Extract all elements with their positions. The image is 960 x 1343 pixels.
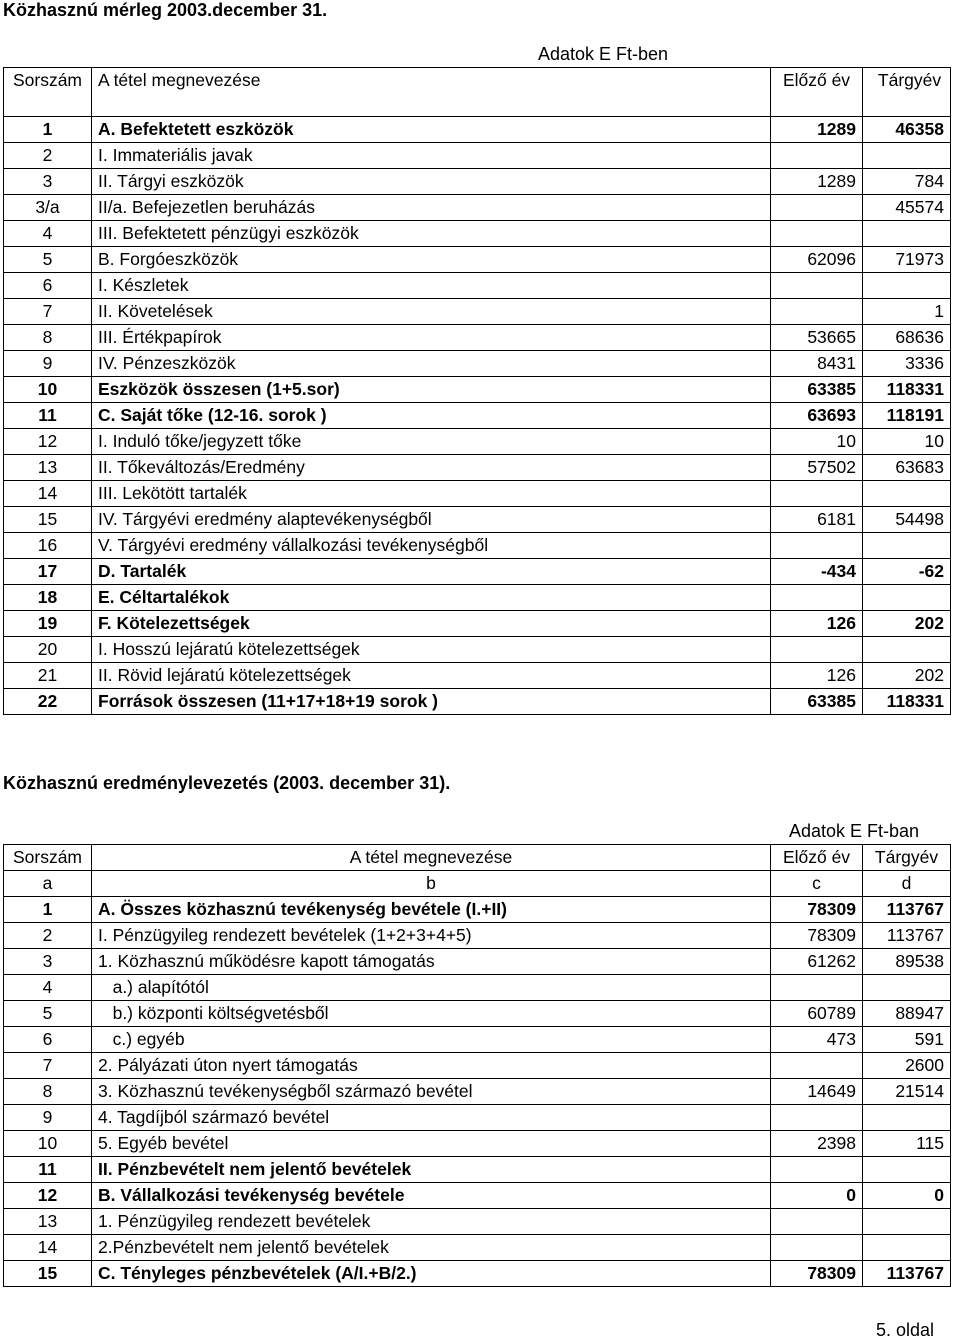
- row-name: C. Tényleges pénzbevételek (A/I.+B/2.): [92, 1261, 771, 1287]
- row-number: 5: [4, 247, 92, 273]
- table-row: [4, 1235, 951, 1261]
- header-curr-year: Tárgyév: [863, 68, 951, 117]
- row-number: 14: [4, 481, 92, 507]
- header-sorszam: Sorszám: [4, 845, 92, 871]
- income-statement-body: [4, 897, 951, 1287]
- row-prev-year: [771, 1157, 863, 1183]
- row-curr-year: 46358: [863, 117, 951, 143]
- row-name: D. Tartalék: [92, 559, 771, 585]
- row-number: 15: [4, 507, 92, 533]
- row-name: IV. Tárgyévi eredmény alaptevékenységből: [92, 507, 771, 533]
- table-letter-row: [4, 871, 951, 897]
- row-number: 20: [4, 637, 92, 663]
- row-curr-year: 68636: [863, 325, 951, 351]
- row-prev-year: 63385: [771, 689, 863, 715]
- row-name: 5. Egyéb bevétel: [92, 1131, 771, 1157]
- row-curr-year: 45574: [863, 195, 951, 221]
- row-number: 6: [4, 1027, 92, 1053]
- row-prev-year: [771, 143, 863, 169]
- row-curr-year: 54498: [863, 507, 951, 533]
- row-curr-year: 118191: [863, 403, 951, 429]
- row-curr-year: 591: [863, 1027, 951, 1053]
- row-prev-year: 1289: [771, 169, 863, 195]
- row-curr-year: [863, 481, 951, 507]
- row-number: 12: [4, 1183, 92, 1209]
- row-name: A. Összes közhasznú tevékenység bevétele (I.+II): [92, 897, 771, 923]
- row-prev-year: [771, 1235, 863, 1261]
- table-row: [4, 1079, 951, 1105]
- row-prev-year: 60789: [771, 1001, 863, 1027]
- row-curr-year: 118331: [863, 689, 951, 715]
- row-curr-year: 784: [863, 169, 951, 195]
- row-name: II. Rövid lejáratú kötelezettségek: [92, 663, 771, 689]
- table-row: [4, 481, 951, 507]
- row-number: 21: [4, 663, 92, 689]
- row-name: 4. Tagdíjból származó bevétel: [92, 1105, 771, 1131]
- row-curr-year: 10: [863, 429, 951, 455]
- row-curr-year: 118331: [863, 377, 951, 403]
- row-name: III. Értékpapírok: [92, 325, 771, 351]
- table-header-row: [4, 845, 951, 871]
- table-row: [4, 195, 951, 221]
- row-prev-year: 61262: [771, 949, 863, 975]
- row-name: I. Immateriális javak: [92, 143, 771, 169]
- letter-d: d: [863, 871, 951, 897]
- row-number: 10: [4, 377, 92, 403]
- table-row: [4, 1001, 951, 1027]
- table-row: [4, 689, 951, 715]
- row-number: 18: [4, 585, 92, 611]
- row-curr-year: 113767: [863, 923, 951, 949]
- row-number: 3/a: [4, 195, 92, 221]
- header-prev-year: Előző év: [771, 68, 863, 117]
- row-name: c.) egyéb: [92, 1027, 771, 1053]
- row-curr-year: 71973: [863, 247, 951, 273]
- row-number: 11: [4, 1157, 92, 1183]
- table-row: [4, 1131, 951, 1157]
- table-row: [4, 533, 951, 559]
- row-number: 4: [4, 221, 92, 247]
- row-name: I. Hosszú lejáratú kötelezettségek: [92, 637, 771, 663]
- row-prev-year: 2398: [771, 1131, 863, 1157]
- row-curr-year: 21514: [863, 1079, 951, 1105]
- row-name: II/a. Befejezetlen beruházás: [92, 195, 771, 221]
- row-name: I. Induló tőke/jegyzett tőke: [92, 429, 771, 455]
- row-number: 9: [4, 1105, 92, 1131]
- table-row: [4, 1183, 951, 1209]
- row-number: 3: [4, 169, 92, 195]
- row-name: Források összesen (11+17+18+19 sorok ): [92, 689, 771, 715]
- header-name: A tétel megnevezése: [92, 68, 771, 117]
- row-curr-year: 113767: [863, 897, 951, 923]
- row-prev-year: [771, 533, 863, 559]
- row-prev-year: 126: [771, 663, 863, 689]
- row-prev-year: 63385: [771, 377, 863, 403]
- row-curr-year: 202: [863, 663, 951, 689]
- row-name: II. Pénzbevételt nem jelentő bevételek: [92, 1157, 771, 1183]
- row-curr-year: [863, 221, 951, 247]
- row-curr-year: 63683: [863, 455, 951, 481]
- row-name: 3. Közhasznú tevékenységből származó bevétel: [92, 1079, 771, 1105]
- row-number: 15: [4, 1261, 92, 1287]
- row-name: B. Forgóeszközök: [92, 247, 771, 273]
- row-number: 1: [4, 897, 92, 923]
- table-row: [4, 663, 951, 689]
- table-row: [4, 559, 951, 585]
- table-row: [4, 273, 951, 299]
- row-prev-year: [771, 273, 863, 299]
- table-row: [4, 455, 951, 481]
- table-row: [4, 923, 951, 949]
- page-number: 5. oldal: [875, 1320, 934, 1340]
- row-prev-year: 14649: [771, 1079, 863, 1105]
- balance-sheet-title: Közhasznú mérleg 2003.december 31.: [3, 0, 328, 20]
- table-row: [4, 247, 951, 273]
- row-curr-year: [863, 1157, 951, 1183]
- table-row: [4, 975, 951, 1001]
- row-number: 1: [4, 117, 92, 143]
- table-row: [4, 429, 951, 455]
- row-prev-year: [771, 481, 863, 507]
- table-row: [4, 507, 951, 533]
- header-name: A tétel megnevezése: [92, 845, 771, 871]
- balance-sheet-body: [4, 117, 951, 715]
- table-row: [4, 637, 951, 663]
- row-prev-year: 78309: [771, 1261, 863, 1287]
- row-prev-year: [771, 1209, 863, 1235]
- row-name: 1. Pénzügyileg rendezett bevételek: [92, 1209, 771, 1235]
- letter-b: b: [92, 871, 771, 897]
- row-prev-year: 62096: [771, 247, 863, 273]
- row-name: II. Tőkeváltozás/Eredmény: [92, 455, 771, 481]
- row-number: 19: [4, 611, 92, 637]
- balance-unit-label: Adatok E Ft-ben: [538, 44, 669, 64]
- row-curr-year: 0: [863, 1183, 951, 1209]
- table-row: [4, 1157, 951, 1183]
- row-number: 7: [4, 1053, 92, 1079]
- table-row: [4, 1105, 951, 1131]
- row-number: 8: [4, 325, 92, 351]
- row-name: II. Tárgyi eszközök: [92, 169, 771, 195]
- header-sorszam: Sorszám: [4, 68, 92, 117]
- row-prev-year: [771, 221, 863, 247]
- row-curr-year: [863, 1235, 951, 1261]
- row-number: 22: [4, 689, 92, 715]
- row-name: C. Saját tőke (12-16. sorok ): [92, 403, 771, 429]
- income-statement-title: Közhasznú eredménylevezetés (2003. december 31).: [3, 773, 451, 793]
- row-curr-year: [863, 637, 951, 663]
- row-curr-year: -62: [863, 559, 951, 585]
- row-curr-year: [863, 273, 951, 299]
- table-row: [4, 143, 951, 169]
- row-prev-year: [771, 1053, 863, 1079]
- row-name: IV. Pénzeszközök: [92, 351, 771, 377]
- income-unit-label: Adatok E Ft-ban: [789, 821, 920, 841]
- table-header-row: [4, 68, 951, 117]
- row-curr-year: 115: [863, 1131, 951, 1157]
- row-number: 9: [4, 351, 92, 377]
- table-row: [4, 403, 951, 429]
- row-name: III. Befektetett pénzügyi eszközök: [92, 221, 771, 247]
- row-name: V. Tárgyévi eredmény vállalkozási tevékenységből: [92, 533, 771, 559]
- table-row: [4, 351, 951, 377]
- row-number: 14: [4, 1235, 92, 1261]
- row-number: 2: [4, 923, 92, 949]
- row-number: 4: [4, 975, 92, 1001]
- table-row: [4, 169, 951, 195]
- row-number: 11: [4, 403, 92, 429]
- row-name: II. Követelések: [92, 299, 771, 325]
- header-prev-year: Előző év: [771, 845, 863, 871]
- row-prev-year: 57502: [771, 455, 863, 481]
- row-name: 2.Pénzbevételt nem jelentő bevételek: [92, 1235, 771, 1261]
- row-number: 16: [4, 533, 92, 559]
- row-number: 13: [4, 1209, 92, 1235]
- balance-sheet-table: [3, 67, 951, 715]
- row-prev-year: 63693: [771, 403, 863, 429]
- table-row: [4, 299, 951, 325]
- table-row: [4, 897, 951, 923]
- table-row: [4, 377, 951, 403]
- row-name: a.) alapítótól: [92, 975, 771, 1001]
- row-name: Eszközök összesen (1+5.sor): [92, 377, 771, 403]
- row-name: III. Lekötött tartalék: [92, 481, 771, 507]
- row-curr-year: 3336: [863, 351, 951, 377]
- row-prev-year: 1289: [771, 117, 863, 143]
- row-name: 2. Pályázati úton nyert támogatás: [92, 1053, 771, 1079]
- row-prev-year: 8431: [771, 351, 863, 377]
- row-number: 5: [4, 1001, 92, 1027]
- table-row: [4, 1209, 951, 1235]
- row-prev-year: [771, 637, 863, 663]
- row-name: b.) központi költségvetésből: [92, 1001, 771, 1027]
- row-name: E. Céltartalékok: [92, 585, 771, 611]
- row-prev-year: 0: [771, 1183, 863, 1209]
- row-prev-year: 78309: [771, 923, 863, 949]
- row-name: I. Pénzügyileg rendezett bevételek (1+2+3+4+5): [92, 923, 771, 949]
- row-prev-year: [771, 975, 863, 1001]
- row-curr-year: [863, 143, 951, 169]
- row-number: 3: [4, 949, 92, 975]
- row-curr-year: 2600: [863, 1053, 951, 1079]
- letter-c: c: [771, 871, 863, 897]
- row-prev-year: [771, 1105, 863, 1131]
- row-name: B. Vállalkozási tevékenység bevétele: [92, 1183, 771, 1209]
- row-name: I. Készletek: [92, 273, 771, 299]
- row-number: 13: [4, 455, 92, 481]
- table-row: [4, 949, 951, 975]
- row-prev-year: [771, 585, 863, 611]
- row-prev-year: 10: [771, 429, 863, 455]
- row-number: 10: [4, 1131, 92, 1157]
- row-curr-year: 89538: [863, 949, 951, 975]
- row-prev-year: 126: [771, 611, 863, 637]
- row-curr-year: [863, 585, 951, 611]
- table-row: [4, 585, 951, 611]
- table-row: [4, 611, 951, 637]
- table-row: [4, 221, 951, 247]
- row-curr-year: 202: [863, 611, 951, 637]
- row-curr-year: 113767: [863, 1261, 951, 1287]
- table-row: [4, 1053, 951, 1079]
- row-prev-year: 473: [771, 1027, 863, 1053]
- header-curr-year: Tárgyév: [863, 845, 951, 871]
- row-curr-year: 88947: [863, 1001, 951, 1027]
- row-prev-year: 53665: [771, 325, 863, 351]
- row-prev-year: [771, 195, 863, 221]
- row-number: 6: [4, 273, 92, 299]
- row-curr-year: [863, 533, 951, 559]
- row-prev-year: 6181: [771, 507, 863, 533]
- row-name: F. Kötelezettségek: [92, 611, 771, 637]
- table-row: [4, 325, 951, 351]
- income-statement-table: [3, 844, 951, 1287]
- row-number: 2: [4, 143, 92, 169]
- row-curr-year: 1: [863, 299, 951, 325]
- row-prev-year: [771, 299, 863, 325]
- row-prev-year: -434: [771, 559, 863, 585]
- table-row: [4, 117, 951, 143]
- row-curr-year: [863, 1209, 951, 1235]
- row-number: 12: [4, 429, 92, 455]
- row-name: 1. Közhasznú működésre kapott támogatás: [92, 949, 771, 975]
- row-name: A. Befektetett eszközök: [92, 117, 771, 143]
- row-number: 8: [4, 1079, 92, 1105]
- row-curr-year: [863, 975, 951, 1001]
- row-prev-year: 78309: [771, 897, 863, 923]
- letter-a: a: [4, 871, 92, 897]
- table-row: [4, 1027, 951, 1053]
- row-number: 7: [4, 299, 92, 325]
- table-row: [4, 1261, 951, 1287]
- row-curr-year: [863, 1105, 951, 1131]
- row-number: 17: [4, 559, 92, 585]
